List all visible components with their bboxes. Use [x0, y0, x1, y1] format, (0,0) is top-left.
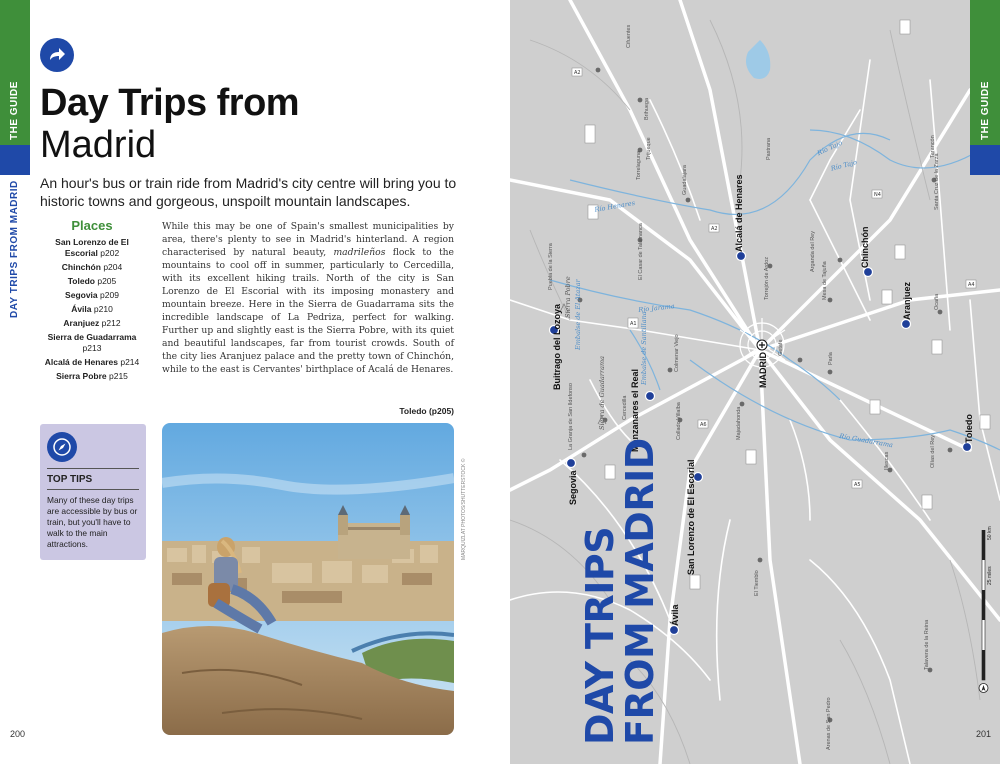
- town-label: Ocaña: [934, 293, 940, 310]
- svg-text:N4: N4: [874, 192, 881, 198]
- reservoir-label: Embalse de Santillana: [640, 311, 648, 385]
- town-label: Getafe: [778, 339, 784, 356]
- place-item[interactable]: [40, 357, 144, 368]
- place-page: p202: [100, 248, 120, 258]
- place-name: Sierra de Guadarrama: [47, 332, 137, 342]
- map-label-segovia[interactable]: Segovia: [568, 470, 578, 505]
- town-label: Santa Cruz de la Zarza: [934, 153, 940, 210]
- photo-caption: Toledo (p205): [399, 406, 454, 416]
- town-label: El Casar de Talamanca: [638, 223, 644, 280]
- page-number-left: 200: [10, 729, 26, 739]
- place-item[interactable]: [40, 290, 144, 301]
- map-title-line1: DAY TRIPS: [578, 526, 622, 745]
- town-label: La Granja de San Ildefonso: [568, 383, 574, 450]
- place-page: p209: [100, 290, 119, 300]
- map-label-alcala[interactable]: Alcalá de Henares: [734, 174, 744, 252]
- place-item[interactable]: [40, 332, 144, 354]
- place-page: p205: [97, 276, 117, 286]
- town-label: Arenas de San Pedro: [826, 697, 832, 750]
- top-tips-box: [40, 424, 146, 560]
- place-name: Ávila: [71, 304, 92, 314]
- town-label: El Tiemblo: [754, 570, 760, 596]
- map-label-manzanares[interactable]: Manzanares el Real: [630, 368, 640, 452]
- map-title-line2: FROM MADRID: [618, 438, 662, 745]
- place-item[interactable]: [40, 262, 144, 273]
- arrow-icon: [40, 38, 74, 72]
- river-label: Río Tajo: [816, 138, 844, 158]
- place-name: Sierra Pobre: [56, 371, 107, 381]
- top-tips-title: TOP TIPS: [47, 474, 93, 485]
- places-heading: Places: [71, 218, 113, 233]
- page-title-line1: Day Trips from: [40, 82, 300, 124]
- town-label: Collado Villalba: [676, 402, 682, 440]
- page-number-right: 201: [976, 729, 992, 739]
- compass-icon: [47, 432, 77, 462]
- map-label-buitrago[interactable]: Buitrago del Lozoya: [552, 303, 562, 390]
- map-label-san-lorenzo[interactable]: San Lorenzo de El Escorial: [686, 459, 696, 575]
- svg-text:A6: A6: [700, 422, 707, 428]
- map-scale: [978, 526, 993, 700]
- range-label: Sierra Pobre: [564, 276, 572, 318]
- map-label-chinchon[interactable]: Chinchón: [860, 226, 870, 268]
- town-label: Guadalajara: [682, 165, 688, 195]
- place-item[interactable]: [40, 304, 144, 315]
- place-name: San Lorenzo de El Escorial: [55, 237, 129, 258]
- map-label-avila[interactable]: Ávila: [670, 604, 680, 626]
- town-label: Arganda del Rey: [810, 231, 816, 272]
- toledo-photo: [162, 423, 454, 735]
- town-label: Puebla de la Sierra: [548, 243, 554, 290]
- svg-text:A5: A5: [854, 482, 861, 488]
- section-side-tab: [0, 145, 30, 175]
- town-label: Trijueque: [646, 137, 652, 160]
- town-label: Cercedilla: [622, 395, 628, 420]
- place-name: Segovia: [65, 290, 98, 300]
- place-item[interactable]: [40, 237, 144, 259]
- town-label: Cifuentes: [626, 24, 632, 48]
- section-label: DAY TRIPS FROM MADRID: [9, 180, 20, 318]
- town-label: Talavera de la Reina: [924, 619, 930, 670]
- place-name: Chinchón: [61, 262, 101, 272]
- svg-text:A1: A1: [630, 321, 637, 327]
- town-label: Illescas: [884, 451, 890, 470]
- place-page: p210: [93, 304, 113, 314]
- section-side-tab-right: [970, 145, 1000, 175]
- place-item[interactable]: [40, 318, 144, 329]
- map-page: [510, 0, 1000, 764]
- town-label: Mesa de Tajuña: [822, 261, 828, 300]
- town-label: Brihuega: [644, 97, 650, 120]
- places-list: [40, 218, 144, 385]
- place-item[interactable]: [40, 276, 144, 287]
- scale-km: 50 km: [987, 526, 993, 540]
- place-page: p213: [82, 343, 102, 353]
- place-name: Alcalá de Henares: [44, 357, 118, 367]
- svg-text:A4: A4: [968, 282, 975, 288]
- svg-text:A2: A2: [574, 70, 581, 76]
- town-label: Tarancón: [930, 135, 936, 158]
- scale-miles: 25 miles: [987, 566, 993, 585]
- map-label-aranjuez[interactable]: Aranjuez: [902, 281, 912, 320]
- place-page: p215: [109, 371, 128, 381]
- guide-tab-label: THE GUIDE: [9, 81, 20, 140]
- svg-text:A2: A2: [711, 226, 718, 232]
- place-page: p212: [101, 318, 121, 328]
- river-label: Río Jarama: [638, 302, 676, 314]
- range-label: Sierra de Guadarrama: [598, 355, 606, 430]
- place-page: p214: [120, 357, 140, 367]
- intro-text: An hour's bus or train ride from Madrid's city centre will bring you to historic towns and gorgeous, unspoilt mountain landscapes.: [40, 175, 457, 209]
- guide-tab-label-right: THE GUIDE: [980, 81, 991, 140]
- place-item[interactable]: [40, 371, 144, 382]
- river-label: Río Guadarrama: [838, 432, 894, 450]
- reservoir-label: Embalse de El Atazar: [574, 279, 582, 350]
- town-label: Pastrana: [766, 137, 772, 160]
- map-label-toledo[interactable]: Toledo: [964, 414, 974, 443]
- map-title: [580, 438, 660, 745]
- place-page: p204: [103, 262, 123, 272]
- place-name: Toledo: [67, 276, 95, 286]
- town-label: Olías del Rey: [930, 434, 936, 468]
- river-label: Río Henares: [594, 198, 636, 214]
- town-label: Colmenar Viejo: [674, 334, 680, 372]
- town-label: Majadahonda: [736, 406, 742, 440]
- map-label-madrid[interactable]: MADRID: [758, 352, 768, 388]
- place-name: Aranjuez: [63, 318, 100, 328]
- town-label: Torrelaguna: [636, 150, 642, 180]
- photo-credit: MARQUIZLAT PHOTOS/SHUTTERSTOCK ©: [461, 458, 467, 560]
- body-text: While this may be one of Spain's smallest municipalities by area, there's plenty to see in Madrid's hinterland. A region characterised by natural beauty, madrileños flock to the mountains to cool off in summer, particularly to Cercedilla, with its excellent hiking trails. North of the city is San Lorenzo de El Escorial with its imposing monastery and mountain breeze. Here in the Sierra de Guadarrama sits the incredible landscape of La Pedriza, perfect for walking. Further up and slightly east is the Sierra Pobre, with its quiet and beautiful landscapes, far from tourist crowds. South of the city lies Aranjuez palace and the pretty town of Chinchón, while to the east is Cervantes' birthplace of Acalá de Henares.: [162, 221, 454, 375]
- town-label: Parla: [828, 352, 834, 365]
- town-label: Torrejón de Ardoz: [764, 256, 770, 300]
- page-title-line2: Madrid: [40, 124, 157, 166]
- top-tips-text: Many of these day trips are accessible by bus or train, but you'll have to walk to the main attractions.: [47, 495, 138, 549]
- river-label: Río Tajo: [830, 158, 858, 173]
